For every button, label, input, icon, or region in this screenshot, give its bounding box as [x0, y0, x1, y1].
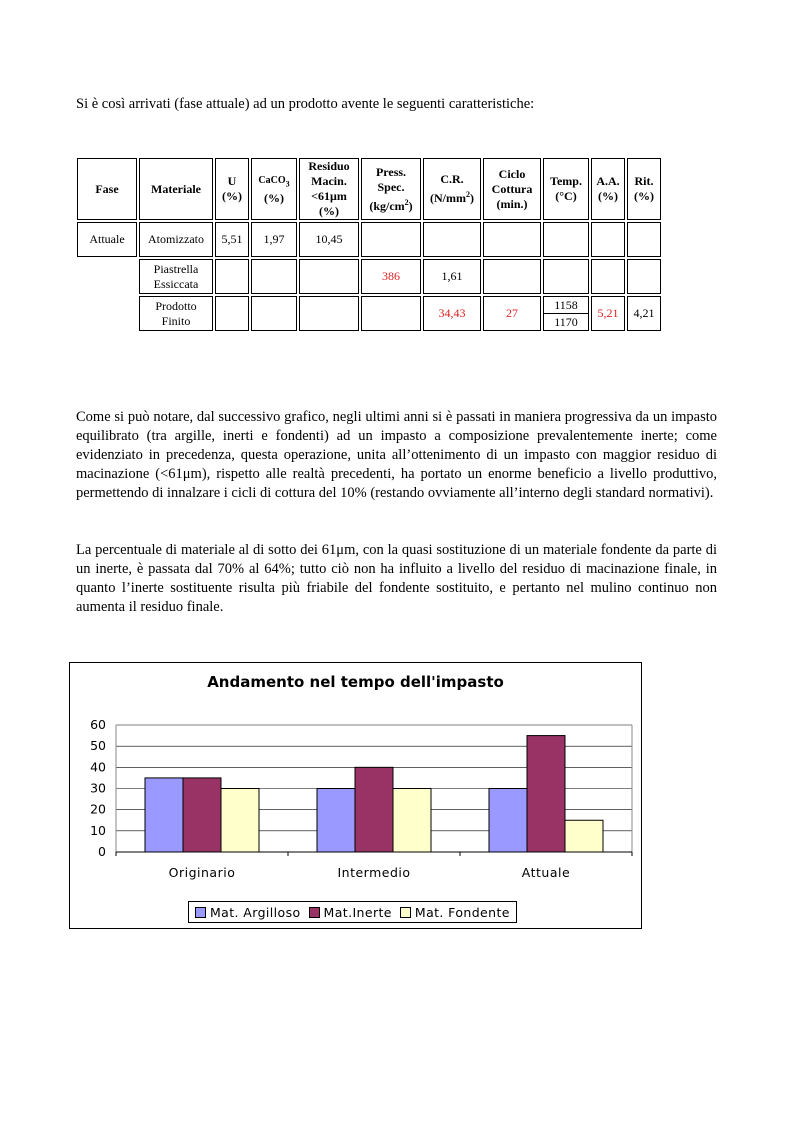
paragraph-1: Come si può notare, dal successivo grafico, negli ultimi anni si è passati in maniera progressiva da un impasto equilibrato (tra argille, inerti e fondenti) ad un impasto a composizione prevalentemente inerte; come evidenziato in precedenza, questa operazione, unita all’ottenimento di un impasto con maggior residuo di macinazione (<61μm), rispetto alle realtà precedenti, ha portato un enorme beneficio a livello produttivo, permettendo di innalzare i cicli di cottura del 10% (restando ovviamente all’interno degli standard normativi).: [76, 409, 717, 501]
header-aa: A.A. (%): [591, 158, 625, 220]
cell-cr: 34,43: [423, 296, 481, 331]
bar-mat-argilloso: [145, 778, 183, 852]
cell-materiale: Atomizzato: [139, 222, 213, 257]
legend-swatch: [400, 907, 411, 918]
bar-mat-argilloso: [489, 789, 527, 853]
x-category-label: Originario: [168, 865, 236, 880]
legend-item: [195, 905, 301, 920]
bar-mat-inerte: [355, 767, 393, 852]
y-tick-label: 50: [90, 738, 106, 754]
header-cr: C.R. $(N/mm^2)$: [423, 158, 481, 220]
header-ciclo: Ciclo Cottura (min.): [483, 158, 541, 220]
header-rit: Rit. (%): [627, 158, 661, 220]
paragraph-2: La percentuale di materiale al di sotto dei 61μm, con la quasi sostituzione di un materiale fondente da parte di un inerte, è passata dal 70% al 64%; tutto ciò non ha influito a livello del residuo di macinazione finale, in quanto l’inerte sostituente risulta più friabile del fondente sostituito, e pertanto nel mulino continuo non aumenta il residuo finale.: [76, 542, 717, 615]
bar-mat-inerte: [527, 736, 565, 852]
y-tick-label: 30: [90, 780, 106, 796]
bar-mat-argilloso: [317, 789, 355, 853]
bar-chart: [69, 662, 642, 929]
legend-swatch: [309, 907, 320, 918]
header-press: Press. Spec. $(kg/cm^2)$: [361, 158, 421, 220]
cell-blank: [77, 259, 137, 294]
table-row: [77, 259, 661, 294]
header-materiale: Materiale: [139, 158, 213, 220]
legend-label: Mat. Fondente: [414, 904, 510, 920]
y-tick-label: 10: [90, 822, 106, 838]
header-caco3: CaCO$_3$ (%): [251, 158, 297, 220]
cell-empty: [299, 259, 359, 294]
chart-legend: [188, 901, 517, 923]
header-residuo: Residuo Macin. <61μm (%): [299, 158, 359, 220]
legend-label: Mat. Argilloso: [210, 904, 301, 920]
cell-empty: [251, 296, 297, 331]
table-row: [77, 222, 661, 257]
cell-empty: [483, 259, 541, 294]
cell-materiale: Prodotto Finito: [139, 296, 213, 331]
cell-temp-a: 1158: [544, 297, 588, 314]
cell-empty: [591, 222, 625, 257]
y-tick-label: 0: [98, 844, 106, 859]
cell-caco3: 1,97: [251, 222, 297, 257]
cell-empty: [627, 259, 661, 294]
cell-press: 386: [361, 259, 421, 294]
y-tick-label: 40: [90, 759, 106, 775]
cell-empty: [591, 259, 625, 294]
legend-item: [309, 905, 392, 920]
bar-mat-fondente: [221, 789, 259, 853]
chart-title: Andamento nel tempo dell'impasto: [207, 673, 504, 691]
cell-empty: [215, 259, 249, 294]
legend-label: Mat.Inerte: [323, 904, 392, 920]
legend-swatch: [195, 907, 206, 918]
characteristics-table: [75, 156, 663, 333]
cell-materiale: Piastrella Essiccata: [139, 259, 213, 294]
cell-empty: [423, 222, 481, 257]
cell-u: 5,51: [215, 222, 249, 257]
cell-empty: [299, 296, 359, 331]
cell-empty: [543, 259, 589, 294]
y-tick-label: 60: [90, 717, 106, 732]
cell-empty: [215, 296, 249, 331]
y-tick-label: 20: [90, 801, 106, 817]
header-fase: Fase: [77, 158, 137, 220]
bar-mat-fondente: [565, 820, 603, 852]
cell-empty: [543, 222, 589, 257]
cell-aa: 5,21: [591, 296, 625, 331]
header-u: U (%): [215, 158, 249, 220]
cell-empty: [483, 222, 541, 257]
table-header-row: [77, 158, 661, 220]
bar-mat-inerte: [183, 778, 221, 852]
x-category-label: Attuale: [521, 865, 571, 880]
table-row: [77, 296, 661, 331]
bar-mat-fondente: [393, 789, 431, 853]
cell-cr: 1,61: [423, 259, 481, 294]
cell-empty: [361, 222, 421, 257]
chart-plot: [70, 663, 640, 927]
cell-temp: [543, 296, 589, 331]
x-category-label: Intermedio: [337, 865, 411, 880]
cell-rit: 4,21: [627, 296, 661, 331]
legend-item: [400, 905, 510, 920]
cell-empty: [361, 296, 421, 331]
cell-blank: [77, 296, 137, 331]
cell-temp-b: 1170: [554, 315, 578, 329]
cell-residuo: 10,45: [299, 222, 359, 257]
intro-text: Si è così arrivati (fase attuale) ad un prodotto avente le seguenti caratteristiche:: [76, 96, 535, 112]
cell-empty: [251, 259, 297, 294]
cell-fase: Attuale: [77, 222, 137, 257]
header-temp: Temp. (°C): [543, 158, 589, 220]
cell-ciclo: 27: [483, 296, 541, 331]
cell-empty: [627, 222, 661, 257]
